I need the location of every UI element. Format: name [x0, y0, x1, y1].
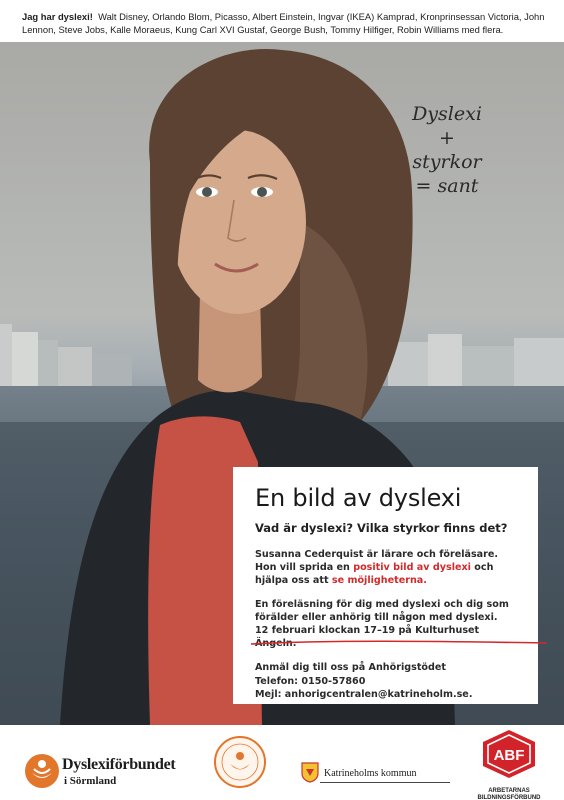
- highlight-possibilities: se möjligheterna.: [331, 575, 427, 587]
- header-lead: Jag har dyslexi!: [22, 11, 93, 22]
- handwriting-line-1: Dyslexi: [412, 103, 482, 125]
- speaker-text-a: Susanna Cederquist är lärare och föreläsare. Hon vill sprida en: [255, 549, 499, 574]
- email-line[interactable]: Mejl: anhorigcentralen@katrineholm.se.: [255, 688, 473, 700]
- highlight-positive-image: positiv bild av dyslexi: [353, 562, 471, 574]
- speaker-text-b: och hjälpa oss att: [255, 562, 494, 587]
- event-info-card: [233, 467, 538, 704]
- circular-seal-logo: [212, 733, 268, 791]
- handwriting-line-3: styrkor: [412, 151, 482, 173]
- handwriting-line-4: = sant: [415, 175, 479, 197]
- red-underline-stroke: [249, 638, 549, 648]
- event-date-time: 12 februari klockan 17–19 på Kulturhuset Ängeln.: [255, 625, 480, 650]
- sponsor-logos: [0, 725, 564, 800]
- dyslexiforbundet-emblem-icon: [24, 753, 60, 789]
- event-question: Vad är dyslexi? Vilka styrkor finns det?: [255, 521, 508, 535]
- abf-emblem-icon: [481, 729, 537, 779]
- handwriting-line-2: +: [439, 127, 455, 149]
- katrineholms-kommun-logo: [300, 761, 450, 785]
- event-details-paragraph: [255, 598, 518, 651]
- phone-line: Telefon: 0150-57860: [255, 675, 366, 687]
- dyslexiforbundet-region: i Sörmland: [64, 775, 117, 787]
- abf-sub-line-2: BILDNINGSFÖRBUND: [477, 795, 541, 800]
- handwritten-note: [392, 102, 502, 198]
- abf-full-name: [474, 788, 544, 800]
- abf-logo: [474, 729, 544, 800]
- kat-divider-line: [320, 782, 450, 784]
- seal-emblem-icon: [212, 733, 268, 791]
- katrineholm-coat-of-arms-icon: [300, 761, 320, 783]
- speaker-paragraph: [255, 548, 518, 588]
- signup-line: Anmäl dig till oss på Anhörigstödet: [255, 662, 446, 674]
- abf-sub-line-1: ARBETARNAS: [488, 788, 530, 794]
- dyslexiforbundet-name: Dyslexiförbundet: [62, 756, 176, 773]
- event-audience-text: En föreläsning för dig med dyslexi och dig som förälder eller anhörig till någon med dyslexi.: [255, 598, 509, 623]
- dyslexiforbundet-logo: [24, 753, 224, 797]
- katrineholms-kommun-name: Katrineholms kommun: [324, 768, 417, 779]
- event-title: En bild av dyslexi: [255, 484, 462, 512]
- poster-header: [0, 0, 564, 42]
- contact-paragraph: [255, 661, 518, 701]
- abf-mark-text: ABF: [493, 747, 525, 764]
- header-names: Walt Disney, Orlando Blom, Picasso, Albert Einstein, Ingvar (IKEA) Kamprad, Kronprinsessan Victoria, John Lennon, Steve Jobs, Kalle Moraeus, Kung Carl XVI Gustaf, George Bush, Tommy Hilfiger, Robin Williams med flera.: [22, 11, 545, 35]
